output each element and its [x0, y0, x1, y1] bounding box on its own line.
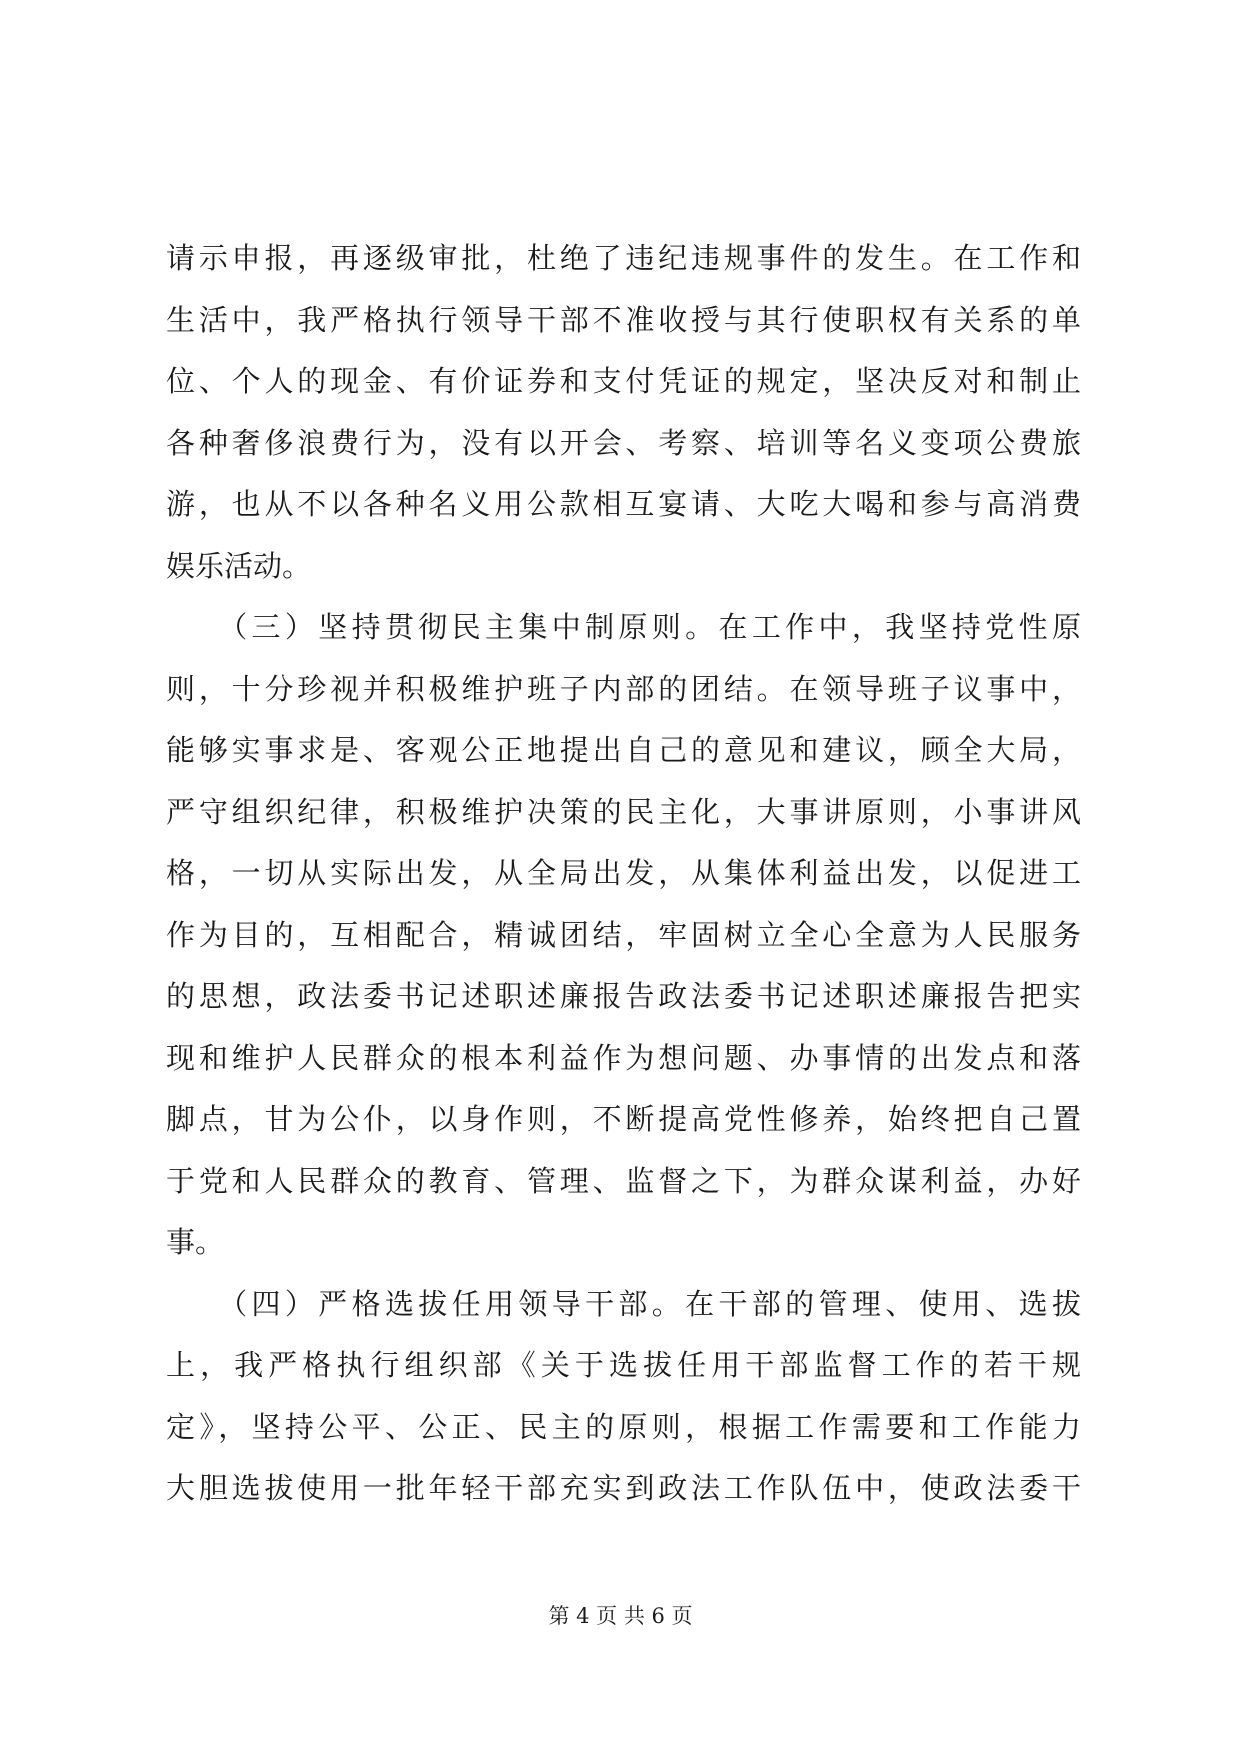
text-line: 生活中，我严格执行领导干部不准收授与其行使职权有关系的单 — [166, 302, 1081, 337]
text-line: 定》，坚持公平、公正、民主的原则，根据工作需要和工作能力 — [166, 1409, 1081, 1444]
text-line: 则，十分珍视并积极维护班子内部的团结。在领导班子议事中， — [166, 671, 1081, 706]
text-line: 能够实事求是、客观公正地提出自己的意见和建议，顾全大局， — [166, 733, 1081, 767]
text-line: 格，一切从实际出发，从全局出发，从集体利益出发，以促进工 — [166, 856, 1081, 890]
text-line: 请示申报，再逐级审批，杜绝了违纪违规事件的发生。在工作和 — [166, 241, 1081, 275]
text-line: 游，也从不以各种名义用公款相互宴请、大吃大喝和参与高消费 — [166, 487, 1081, 521]
text-line: 各种奢侈浪费行为，没有以开会、考察、培训等名义变项公费旅 — [166, 425, 1081, 460]
text-line: 脚点，甘为公仆，以身作则，不断提高党性修养，始终把自己置 — [166, 1102, 1081, 1136]
text-line: 事。 — [166, 1225, 225, 1259]
text-line: 大胆选拔使用一批年轻干部充实到政法工作队伍中，使政法委干 — [166, 1471, 1081, 1505]
page-number-footer: 第 4 页 共 6 页 — [548, 1604, 693, 1628]
text-line: （四）严格选拔任用领导干部。在干部的管理、使用、选拔 — [166, 1286, 1081, 1321]
paragraph-3 — [166, 1274, 1081, 1520]
text-line: （三）坚持贯彻民主集中制原则。在工作中，我坚持党性原 — [166, 610, 1081, 644]
paragraph-1 — [166, 228, 1081, 597]
document-body — [166, 228, 1081, 1520]
text-line: 的思想，政法委书记述职述廉报告政法委书记述职述廉报告把实 — [166, 979, 1081, 1013]
text-line: 于党和人民群众的教育、管理、监督之下，为群众谋利益，办好 — [166, 1163, 1081, 1198]
paragraph-2 — [166, 597, 1081, 1274]
text-line: 现和维护人民群众的根本利益作为想问题、办事情的出发点和落 — [166, 1040, 1081, 1075]
text-line: 作为目的，互相配合，精诚团结，牢固树立全心全意为人民服务 — [166, 917, 1081, 952]
text-line: 严守组织纪律，积极维护决策的民主化，大事讲原则，小事讲风 — [166, 794, 1081, 829]
text-line: 位、个人的现金、有价证券和支付凭证的规定，坚决反对和制止 — [166, 364, 1081, 398]
text-line: 上，我严格执行组织部《关于选拔任用干部监督工作的若干规 — [166, 1348, 1081, 1382]
text-line: 娱乐活动。 — [166, 548, 312, 583]
